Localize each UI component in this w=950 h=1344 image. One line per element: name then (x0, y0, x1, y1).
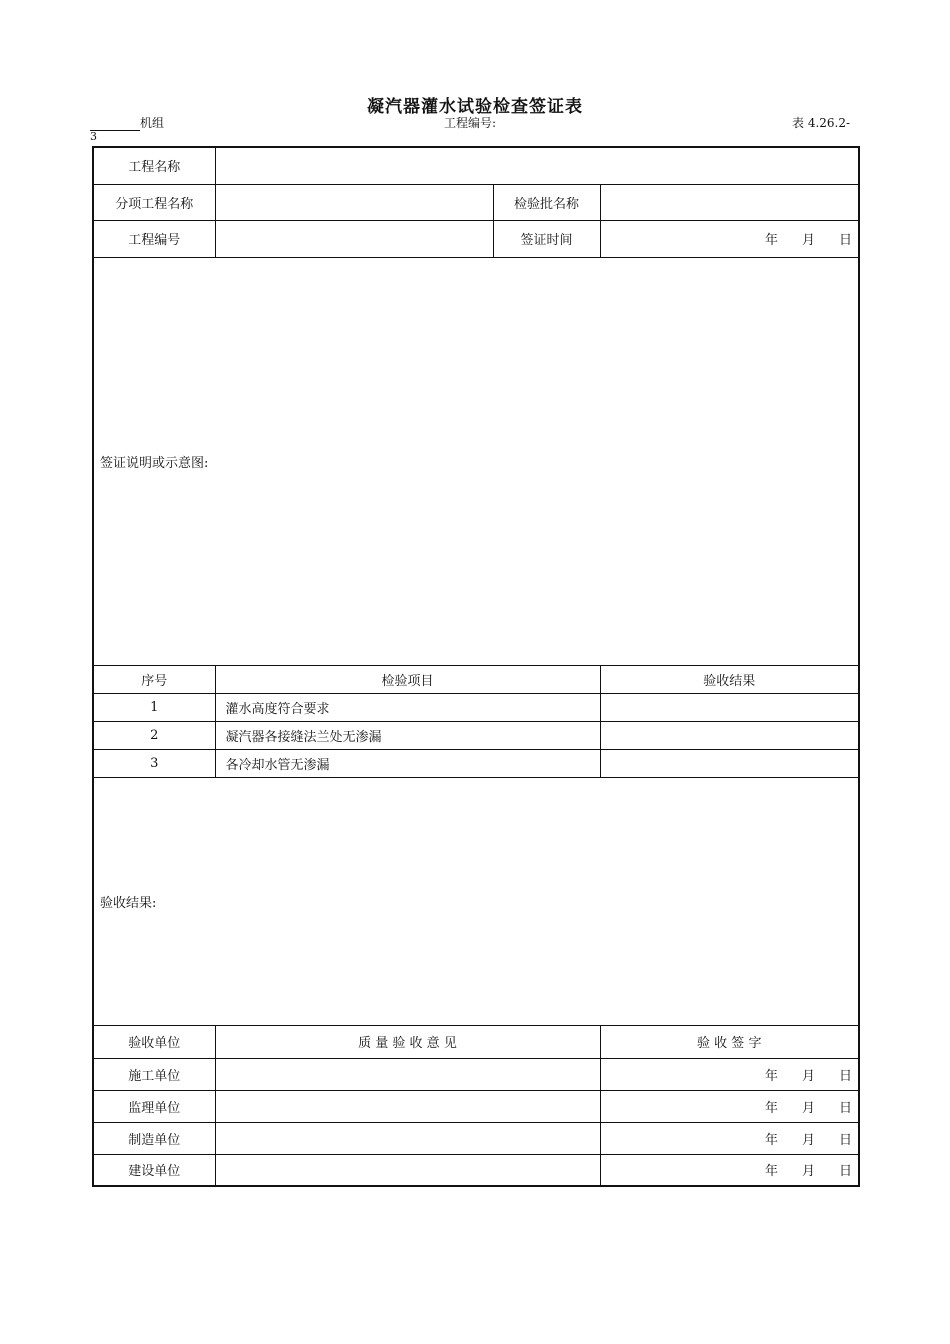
batch-name-label: 检验批名称 (493, 184, 600, 220)
signature-date-field[interactable]: 年 月 日 (600, 1154, 859, 1186)
signature-date-field[interactable]: 年 月 日 (600, 1058, 859, 1090)
opinion-field[interactable] (215, 1122, 600, 1154)
sign-row (93, 1090, 859, 1122)
project-no-header: 工程编号: (444, 116, 497, 130)
opinion-field[interactable] (215, 1058, 600, 1090)
batch-name-field[interactable] (600, 184, 859, 220)
signature-date-field[interactable]: 年 月 日 (600, 1122, 859, 1154)
item-result-field[interactable] (600, 721, 859, 749)
item-seq: 2 (93, 721, 215, 749)
sign-time-field[interactable]: 年 月 日 (600, 220, 859, 257)
items-header-item: 检验项目 (215, 665, 600, 693)
item-name: 各冷却水管无渗漏 (215, 749, 600, 777)
sign-header-signature: 验 收 签 字 (600, 1025, 859, 1058)
unit-label (90, 114, 164, 131)
project-no-label: 工程编号 (93, 220, 215, 257)
project-name-label: 工程名称 (93, 147, 215, 184)
item-result-field[interactable] (600, 693, 859, 721)
conclusion-area[interactable] (93, 777, 859, 1025)
notes-label: 签证说明或示意图: (100, 455, 209, 471)
sign-unit-label: 建设单位 (93, 1154, 215, 1186)
document-title: 凝汽器灌水试验检查签证表 (367, 97, 583, 117)
item-result-field[interactable] (600, 749, 859, 777)
conclusion-label: 验收结果: (100, 895, 157, 911)
items-header-result: 验收结果 (600, 665, 859, 693)
item-name: 凝汽器各接缝法兰处无渗漏 (215, 721, 600, 749)
unit-blank-line[interactable] (90, 117, 140, 131)
item-seq: 3 (93, 749, 215, 777)
table-number: 表 4.26.2- (792, 116, 851, 130)
sign-time-label: 签证时间 (493, 220, 600, 257)
sign-row (93, 1058, 859, 1090)
sign-header-opinion: 质 量 验 收 意 见 (215, 1025, 600, 1058)
sign-unit-label: 制造单位 (93, 1122, 215, 1154)
signature-date-field[interactable]: 年 月 日 (600, 1090, 859, 1122)
table-row (93, 693, 859, 721)
sign-row (93, 1122, 859, 1154)
opinion-field[interactable] (215, 1154, 600, 1186)
notes-area[interactable] (93, 257, 859, 665)
project-no-field[interactable] (215, 220, 493, 257)
sub-project-label: 分项工程名称 (93, 184, 215, 220)
opinion-field[interactable] (215, 1090, 600, 1122)
inspection-form (92, 146, 860, 1187)
sign-row (93, 1154, 859, 1186)
sign-unit-label: 施工单位 (93, 1058, 215, 1090)
table-number-cont: 3 (90, 130, 97, 143)
unit-suffix: 机组 (140, 116, 165, 130)
table-row (93, 721, 859, 749)
item-name: 灌水高度符合要求 (215, 693, 600, 721)
item-seq: 1 (93, 693, 215, 721)
sub-project-field[interactable] (215, 184, 493, 220)
sign-unit-label: 监理单位 (93, 1090, 215, 1122)
project-name-field[interactable] (215, 147, 859, 184)
table-row (93, 749, 859, 777)
items-header-seq: 序号 (93, 665, 215, 693)
sign-header-unit: 验收单位 (93, 1025, 215, 1058)
